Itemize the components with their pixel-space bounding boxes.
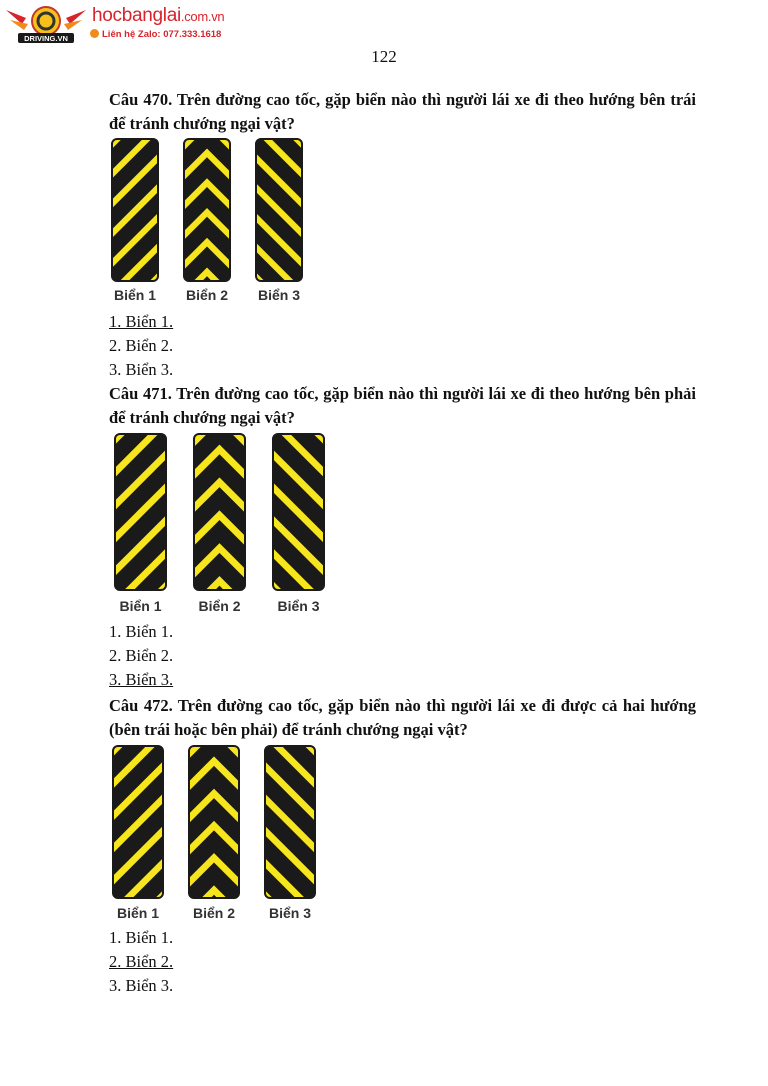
contact-line bbox=[90, 29, 221, 40]
steering-wheel-icon bbox=[4, 4, 88, 44]
sign-chevron-up-image bbox=[183, 138, 231, 287]
site-logo[interactable] bbox=[4, 4, 234, 44]
answer-option[interactable]: 3. Biển 3. bbox=[109, 360, 174, 379]
logo-text: DRIVING.VN bbox=[24, 34, 68, 43]
sign-chevron-up-image bbox=[193, 433, 246, 596]
answer-option[interactable]: 2. Biển 2. bbox=[109, 646, 174, 665]
sign-label: Biển 1 bbox=[116, 905, 159, 921]
sign-label: Biển 2 bbox=[198, 598, 241, 614]
sign-diagonal-down-right-image bbox=[255, 138, 303, 287]
sign-chevron-up-image bbox=[188, 745, 240, 904]
question-text: Câu 471. Trên đường cao tốc, gặp biển nào thì người lái xe đi theo hướng bên phải để tránh chướng ngại vật? bbox=[109, 384, 696, 427]
answer-option[interactable]: 1. Biển 1. bbox=[109, 622, 174, 641]
sign-diagonal-down-right-image bbox=[272, 433, 325, 596]
sign-label: Biển 3 bbox=[257, 287, 300, 303]
question-text: Câu 470. Trên đường cao tốc, gặp biển nào thì người lái xe đi theo hướng bên trái để tránh chướng ngại vật? bbox=[109, 90, 696, 133]
sign-diagonal-down-left-image bbox=[114, 433, 167, 596]
sign-label: Biển 3 bbox=[268, 905, 311, 921]
phone-icon bbox=[90, 29, 99, 38]
answer-option[interactable]: 2. Biển 2. bbox=[109, 336, 174, 355]
sign-label: Biển 2 bbox=[185, 287, 228, 303]
answer-option-correct[interactable]: 1. Biển 1. bbox=[109, 312, 174, 331]
sign-label: Biển 1 bbox=[119, 598, 162, 614]
sign-diagonal-down-left-image bbox=[111, 138, 159, 287]
sign-diagonal-down-right-image bbox=[264, 745, 316, 904]
sign-label: Biển 2 bbox=[192, 905, 235, 921]
answer-option-correct[interactable]: 3. Biển 3. bbox=[109, 670, 174, 689]
page-number: 122 bbox=[371, 47, 397, 66]
sign-diagonal-down-left-image bbox=[112, 745, 164, 904]
sign-label: Biển 3 bbox=[277, 598, 320, 614]
sign-label: Biển 1 bbox=[113, 287, 156, 303]
answer-option[interactable]: 1. Biển 1. bbox=[109, 928, 174, 947]
question-text: Câu 472. Trên đường cao tốc, gặp biển nào thì người lái xe đi được cả hai hướng (bên trái hoặc bên phải) để tránh chướng ngại vật? bbox=[109, 696, 696, 739]
site-name: hocbanglai.com.vn bbox=[92, 5, 225, 26]
answer-option[interactable]: 3. Biển 3. bbox=[109, 976, 174, 995]
contact-text: Liên hệ Zalo: 077.333.1618 bbox=[102, 29, 222, 40]
answer-option-correct[interactable]: 2. Biển 2. bbox=[109, 952, 174, 971]
